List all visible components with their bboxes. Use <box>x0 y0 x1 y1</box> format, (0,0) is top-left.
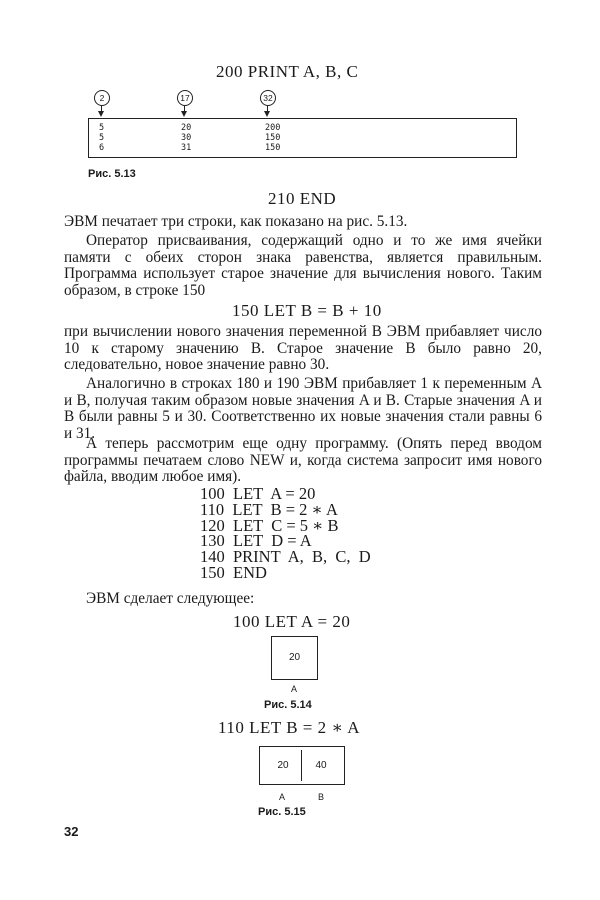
figure-caption: Рис. 5.15 <box>258 806 306 818</box>
paragraph: ЭВМ печатает три строки, как показано на рис. 5.13. <box>64 213 408 230</box>
program-line: 140 PRINT A, B, C, D <box>200 547 371 567</box>
column-marker-32: 32 <box>260 90 276 106</box>
output-column-c <box>265 123 280 153</box>
output-cell: 150 <box>265 133 281 143</box>
output-cell: 200 <box>265 123 281 133</box>
arrow-down-icon <box>98 111 104 117</box>
paragraph: Оператор присваивания, содержащий одно и то же имя ячейки памяти с обеих сторон знака равенства, является правильным. Программа использует старое значение для вычисления нового. Таким образом, в строке 150 <box>64 232 542 299</box>
memory-cell-a: 20 <box>271 636 318 680</box>
paragraph: ЭВМ сделает следующее: <box>86 590 255 607</box>
cell-label-a: A <box>279 792 286 802</box>
output-cell: 6 <box>99 143 105 153</box>
program-listing <box>200 486 371 581</box>
end-statement-heading: 210 END <box>268 189 337 208</box>
cell-label-b: B <box>318 792 325 802</box>
output-cell: 31 <box>181 143 192 153</box>
output-cell: 5 <box>99 133 105 143</box>
program-line: 110 LET B = 2 ∗ A <box>200 499 338 519</box>
program-line: 100 LET A = 20 <box>200 484 316 503</box>
column-marker-2: 2 <box>94 90 110 106</box>
formula-150: 150 LET B = B + 10 <box>232 301 382 320</box>
figure-caption: Рис. 5.14 <box>264 699 312 711</box>
program-line: 150 END <box>200 562 267 582</box>
memory-cell-b: 40 <box>315 760 327 771</box>
program-line: 130 LET D = A <box>200 531 312 551</box>
column-marker-17: 17 <box>177 90 193 106</box>
print-statement-heading: 200 PRINT A, B, C <box>216 62 359 81</box>
program-line: 120 LET C = 5 ∗ B <box>200 515 339 535</box>
step-100-statement: 100 LET A = 20 <box>233 612 351 631</box>
output-cell: 30 <box>181 133 192 143</box>
paragraph: А теперь рассмотрим еще одну программу. (Опять перед вводом программы печатаем слово NEW и, когда система запросит имя нового файла, вводим любое имя). <box>64 435 542 485</box>
page-number: 32 <box>64 824 79 839</box>
arrow-down-icon <box>181 111 187 117</box>
output-column-b <box>181 123 191 153</box>
memory-cell-a: 20 <box>265 750 302 781</box>
figure-caption: Рис. 5.13 <box>88 168 136 180</box>
output-column-a <box>99 123 104 153</box>
output-cell: 5 <box>99 123 105 133</box>
cell-label-a: A <box>291 684 298 694</box>
arrow-down-icon <box>264 111 270 117</box>
paragraph: при вычислении нового значения переменной B ЭВМ прибавляет число 10 к старому значению B. Старое значение B было равно 20, следовательно, новое значение равно 30. <box>64 323 542 373</box>
step-110-statement: 110 LET B = 2 ∗ A <box>218 718 361 737</box>
paragraph: Аналогично в строках 180 и 190 ЭВМ прибавляет 1 к переменным A и B, получая таким образом новые значения A и B. Старые значения A и B были равны 5 и 30. Соответственно их новые значения стали равны 6 и 31. <box>64 375 542 442</box>
printout-frame <box>88 118 517 158</box>
output-cell: 150 <box>265 143 281 153</box>
output-cell: 20 <box>181 123 192 133</box>
